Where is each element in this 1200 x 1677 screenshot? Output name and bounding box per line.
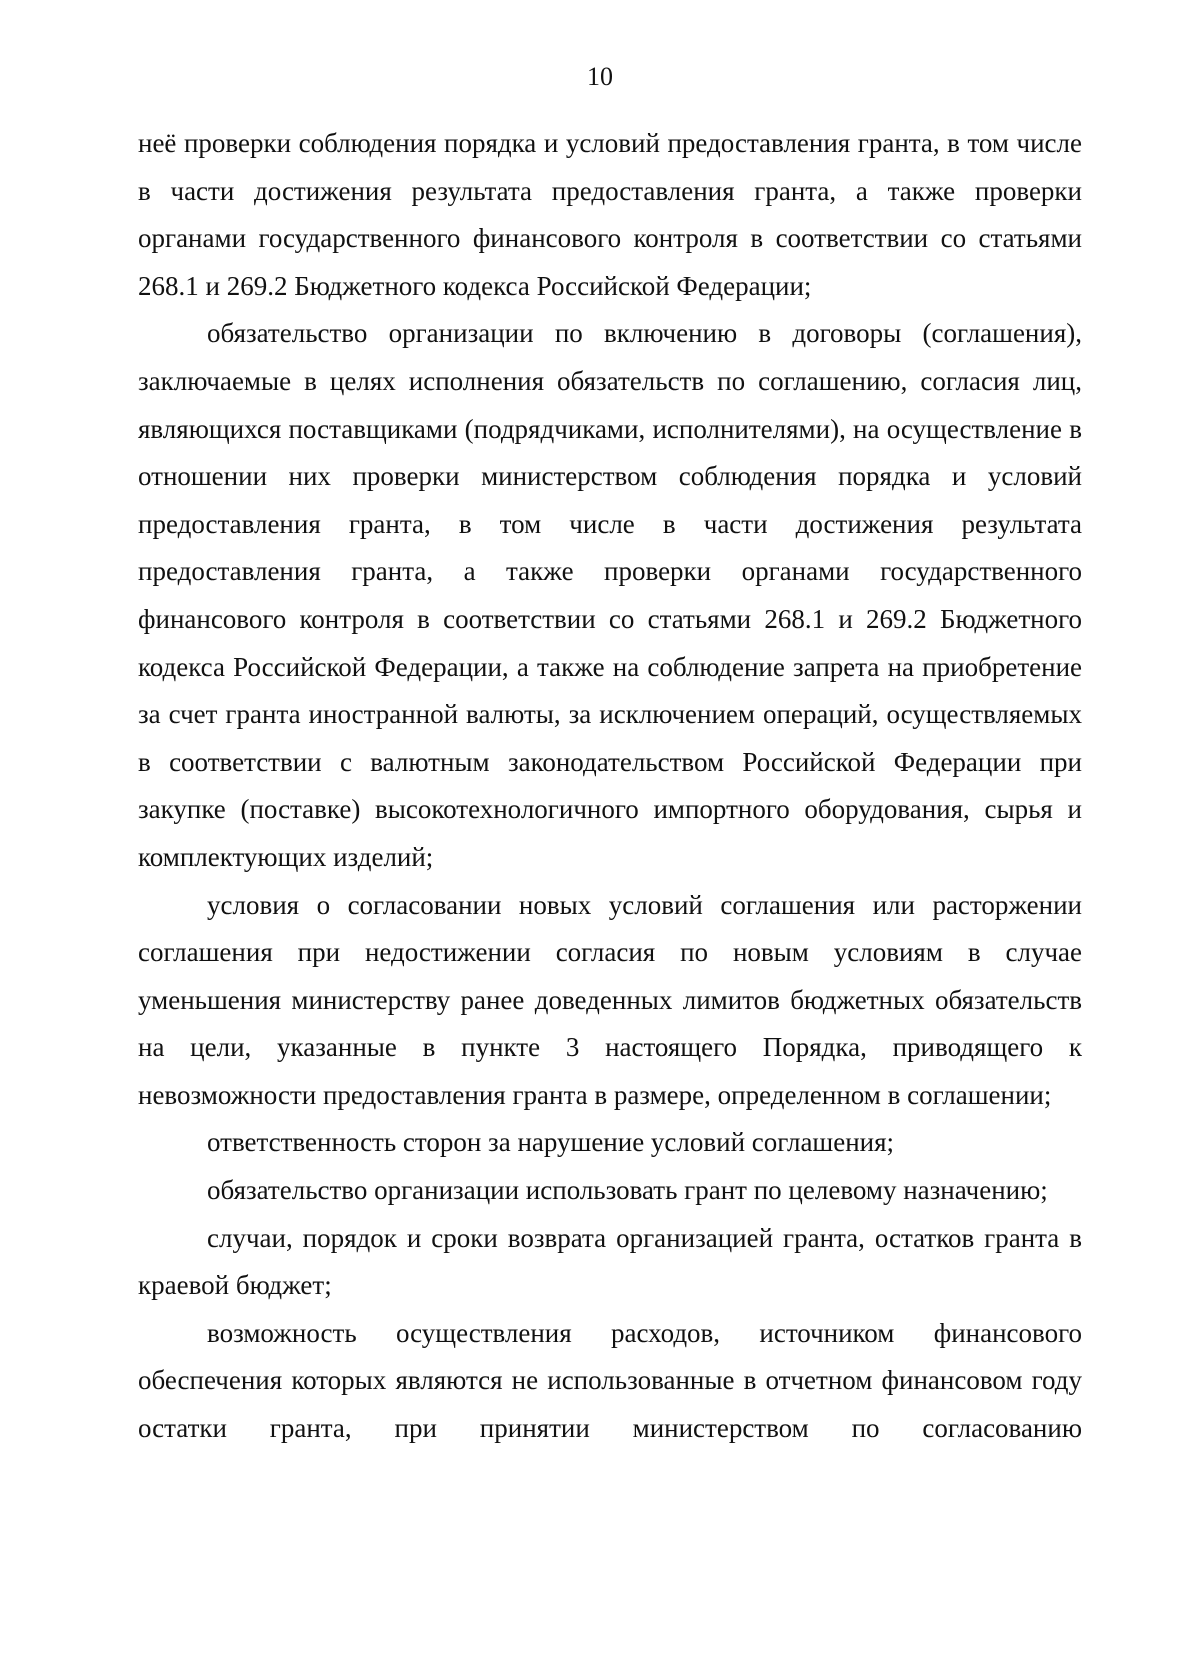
paragraph-grant-return: случаи, порядок и сроки возврата организацией гранта, остатков гранта в краевой бюджет; xyxy=(138,1222,1082,1301)
paragraph-target-use: обязательство организации использовать грант по целевому назначению; xyxy=(207,1175,1048,1206)
paragraph-unused-balance: возможность осуществления расходов, источником финансового обеспечения которых являются не использованные в отчетном финансовом году остатки гранта, при принятии министерством по согласованию xyxy=(138,1317,1082,1444)
paragraph-liability: ответственность сторон за нарушение условий соглашения; xyxy=(207,1127,895,1158)
document-body xyxy=(138,120,1082,1453)
paragraph-continuation: неё проверки соблюдения порядка и условий предоставления гранта, в том числе в части достижения результата предоставления гранта, а также проверки органами государственного финансового контроля в соответствии со статьями 268.1 и 269.2 Бюджетного кодекса Российской Федерации; xyxy=(138,128,1082,301)
page-number: 10 xyxy=(587,62,613,91)
paragraph-supplier-consent: обязательство организации по включению в договоры (соглашения), заключаемые в целях исполнения обязательств по соглашению, согласия лиц, являющихся поставщиками (подрядчиками, исполнителями), на осуществление в отношении них проверки министерством соблюдения порядка и условий предоставления гранта, в том числе в части достижения результата предоставления гранта, а также проверки органами государственного финансового контроля в соответствии со статьями 268.1 и 269.2 Бюджетного кодекса Российской Федерации, а также на соблюдение запрета на приобретение за счет гранта иностранной валюты, за исключением операций, осуществляемых в соответствии с валютным законодательством Российской Федерации при закупке (поставке) высокотехнологичного импортного оборудования, сырья и комплектующих изделий; xyxy=(138,318,1082,872)
paragraph-agreement-conditions: условия о согласовании новых условий соглашения или расторжении соглашения при недостижении согласия по новым условиям в случае уменьшения министерству ранее доведенных лимитов бюджетных обязательств на цели, указанные в пункте 3 настоящего Порядка, приводящего к невозможности предоставления гранта в размере, определенном в соглашении; xyxy=(138,889,1082,1110)
